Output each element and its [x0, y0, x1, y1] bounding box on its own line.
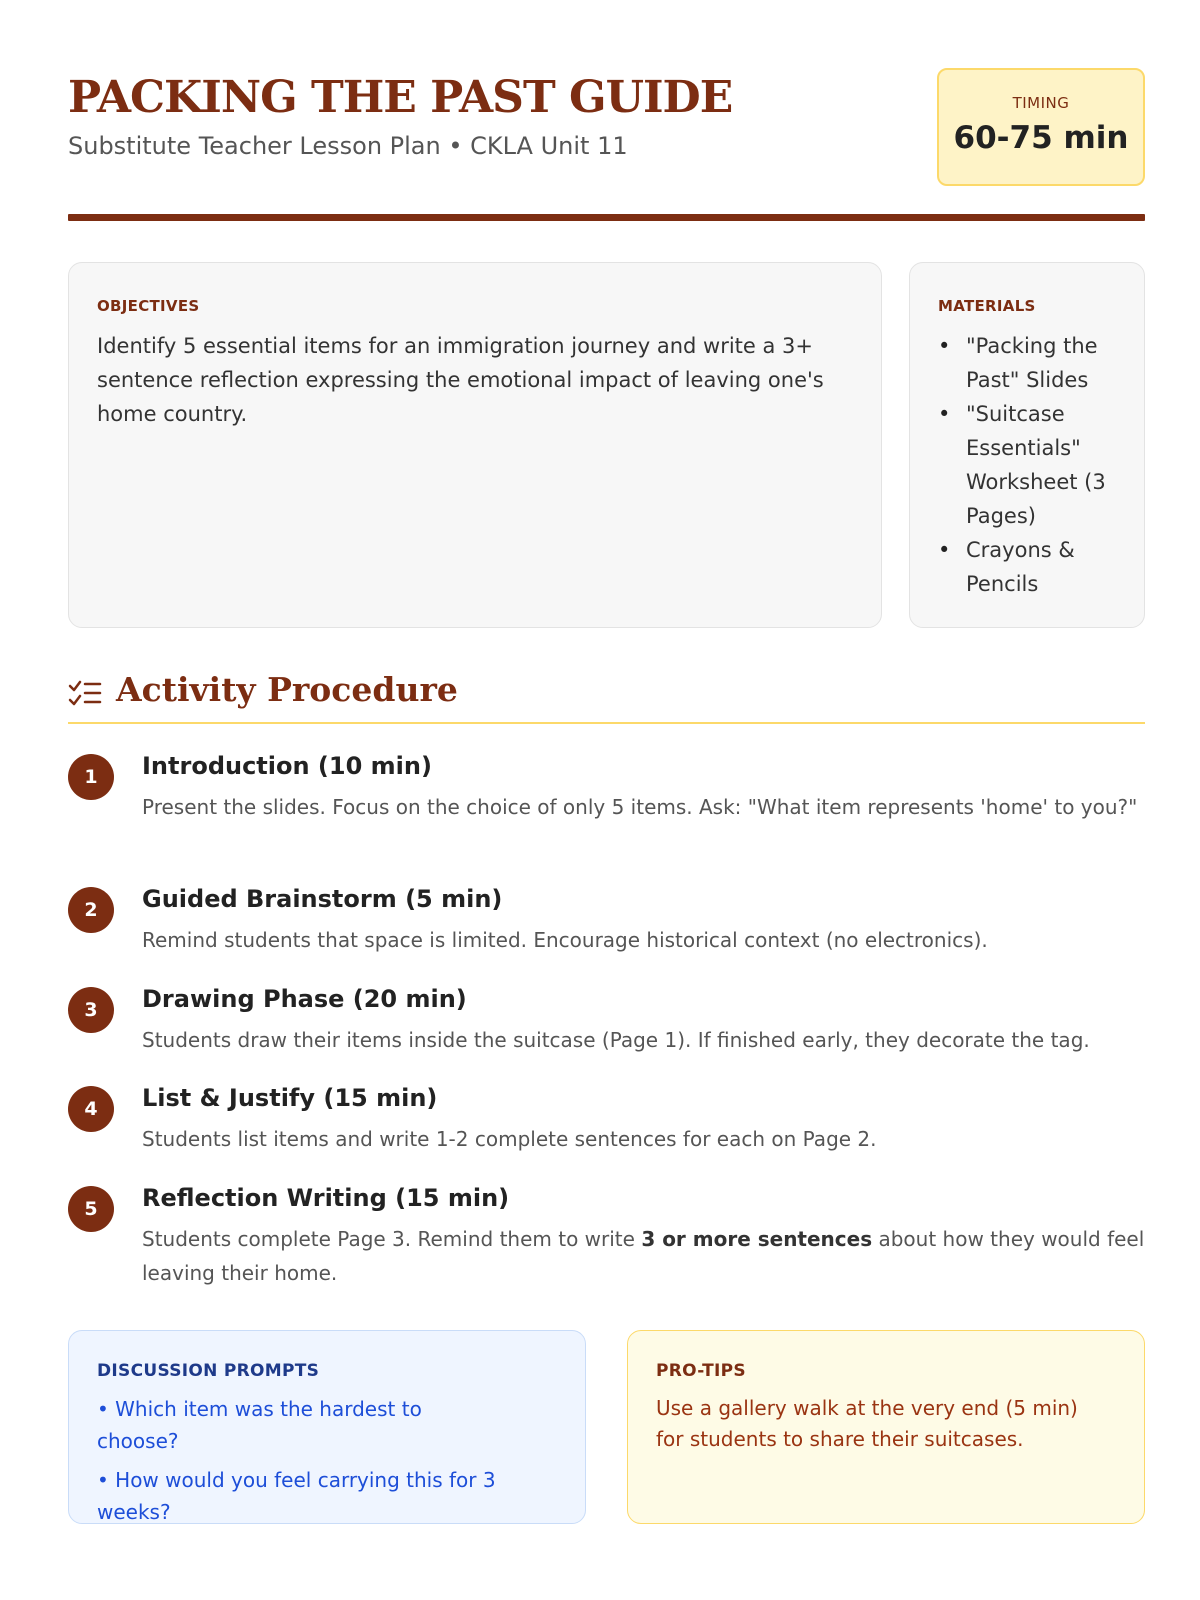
step-title: List & Justify (15 min) [142, 1084, 438, 1112]
pro-tips-text: Use a gallery walk at the very end (5 min) for students to share their suitcases. [656, 1396, 1078, 1451]
discussion-prompt: • How would you feel carrying this for 3 weeks? [97, 1468, 496, 1524]
step-description-text: Students complete Page 3. Remind them to write [142, 1227, 642, 1251]
materials-item: • "Packing the Past" Slides [938, 329, 1128, 397]
pro-tips-label: PRO-TIPS [656, 1361, 746, 1381]
discussion-prompts-box [68, 1330, 586, 1524]
procedure-heading [68, 668, 1145, 724]
step-title: Introduction (10 min) [142, 752, 432, 780]
step-description: Students draw their items inside the suitcase (Page 1). If finished early, they decorate the tag. [142, 1028, 1090, 1052]
pro-tips-box [627, 1330, 1145, 1524]
step-description-emphasis: 3 or more sentences [641, 1227, 873, 1251]
discussion-prompt: • Which item was the hardest to choose? [97, 1397, 422, 1453]
step-description-text: about how they would feel leaving their home. [142, 1227, 1145, 1285]
objectives-text: Identify 5 essential items for an immigration journey and write a 3+ sentence reflection expressing the emotional impact of leaving one's home country. [97, 334, 824, 426]
step-description: Students list items and write 1-2 complete sentences for each on Page 2. [142, 1127, 877, 1151]
page-subtitle: Substitute Teacher Lesson Plan • CKLA Unit 11 [68, 132, 628, 160]
step-description: Remind students that space is limited. Encourage historical context (no electronics). [142, 928, 988, 952]
step-title: Reflection Writing (15 min) [142, 1184, 510, 1212]
discussion-label: DISCUSSION PROMPTS [97, 1361, 320, 1381]
header [68, 64, 1145, 194]
step-number-badge: 3 [68, 987, 114, 1033]
timing-badge [937, 68, 1145, 186]
header-divider [68, 214, 1145, 221]
step-number-badge: 4 [68, 1086, 114, 1132]
step-number-badge: 2 [68, 887, 114, 933]
discussion-prompt-list [97, 1393, 505, 1535]
step-number-badge: 5 [68, 1186, 114, 1232]
step-description: Present the slides. Focus on the choice of only 5 items. Ask: "What item represents 'home' to you?" [142, 795, 1138, 819]
materials-item: • Crayons & Pencils [938, 533, 1128, 601]
procedure-title: Activity Procedure [116, 670, 458, 709]
materials-item: • "Suitcase Essentials" Worksheet (3 Pages) [938, 397, 1128, 533]
checklist-icon [68, 678, 102, 708]
step-number-badge: 1 [68, 754, 114, 800]
step-title: Guided Brainstorm (5 min) [142, 885, 503, 913]
step-title: Drawing Phase (20 min) [142, 985, 467, 1013]
materials-list [938, 329, 1128, 601]
objectives-label: OBJECTIVES [97, 297, 200, 315]
materials-label: MATERIALS [938, 297, 1036, 315]
materials-card [909, 262, 1145, 628]
page-title: PACKING THE PAST GUIDE [68, 72, 733, 123]
timing-label: TIMING [1012, 94, 1070, 112]
objectives-card [68, 262, 882, 628]
timing-value: 60-75 min [953, 120, 1129, 156]
step-description [142, 1222, 1145, 1290]
